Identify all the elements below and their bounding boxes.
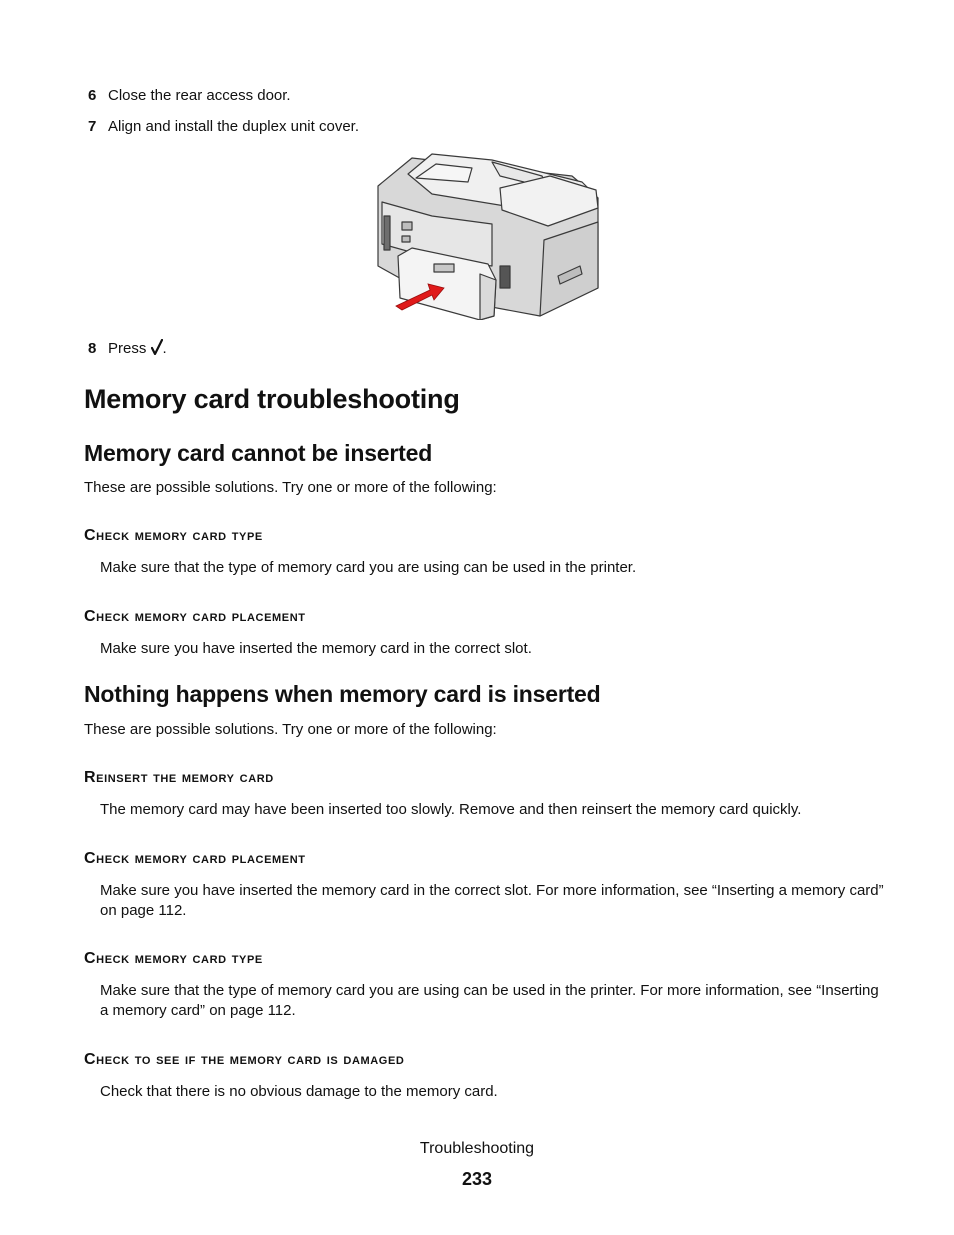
solution-title: Check to see if the memory card is damaged (84, 1051, 405, 1068)
solution-title: Check memory card type (84, 950, 263, 967)
step-text: Close the rear access door. (108, 87, 291, 104)
solution-text: Make sure that the type of memory card you are using can be used in the printer. (100, 559, 637, 576)
solution-text: Make sure you have inserted the memory card in the correct slot. For more information, see “Inserting a memory card” on page 112. (100, 882, 884, 919)
solution-title: Check memory card placement (84, 850, 306, 867)
footer-section-name: Troubleshooting (419, 1140, 535, 1157)
printer-duplex-cover-illustration (372, 148, 606, 320)
checkmark-icon (151, 339, 163, 355)
solution-text: Make sure you have inserted the memory card in the correct slot. (100, 640, 532, 657)
step-number: 7 (88, 118, 97, 135)
step-8 (88, 339, 167, 358)
step-number: 8 (88, 340, 97, 357)
step-text: Press (108, 340, 147, 357)
solution-title: Check memory card placement (84, 608, 306, 625)
section-heading: Memory card cannot be inserted (84, 440, 433, 466)
step-6 (88, 87, 291, 105)
solution-text: Check that there is no obvious damage to the memory card. (100, 1083, 498, 1100)
page-number: 233 (461, 1169, 493, 1189)
step-text: Align and install the duplex unit cover. (108, 118, 359, 135)
step-text-end: . (162, 340, 167, 357)
step-number: 6 (88, 87, 97, 104)
solution-text: The memory card may have been inserted too slowly. Remove and then reinsert the memory card quickly. (100, 801, 802, 818)
solution-title: Check memory card type (84, 527, 263, 544)
section-heading: Nothing happens when memory card is inserted (84, 681, 601, 707)
solution-title: Reinsert the memory card (84, 769, 274, 786)
solution-text: Make sure that the type of memory card you are using can be used in the printer. For more information, see “Inserting a memory card” on page 112. (100, 982, 879, 1019)
page-title: Memory card troubleshooting (84, 384, 460, 414)
section-intro: These are possible solutions. Try one or more of the following: (84, 479, 497, 496)
step-7 (88, 118, 359, 136)
section-intro: These are possible solutions. Try one or more of the following: (84, 721, 497, 738)
